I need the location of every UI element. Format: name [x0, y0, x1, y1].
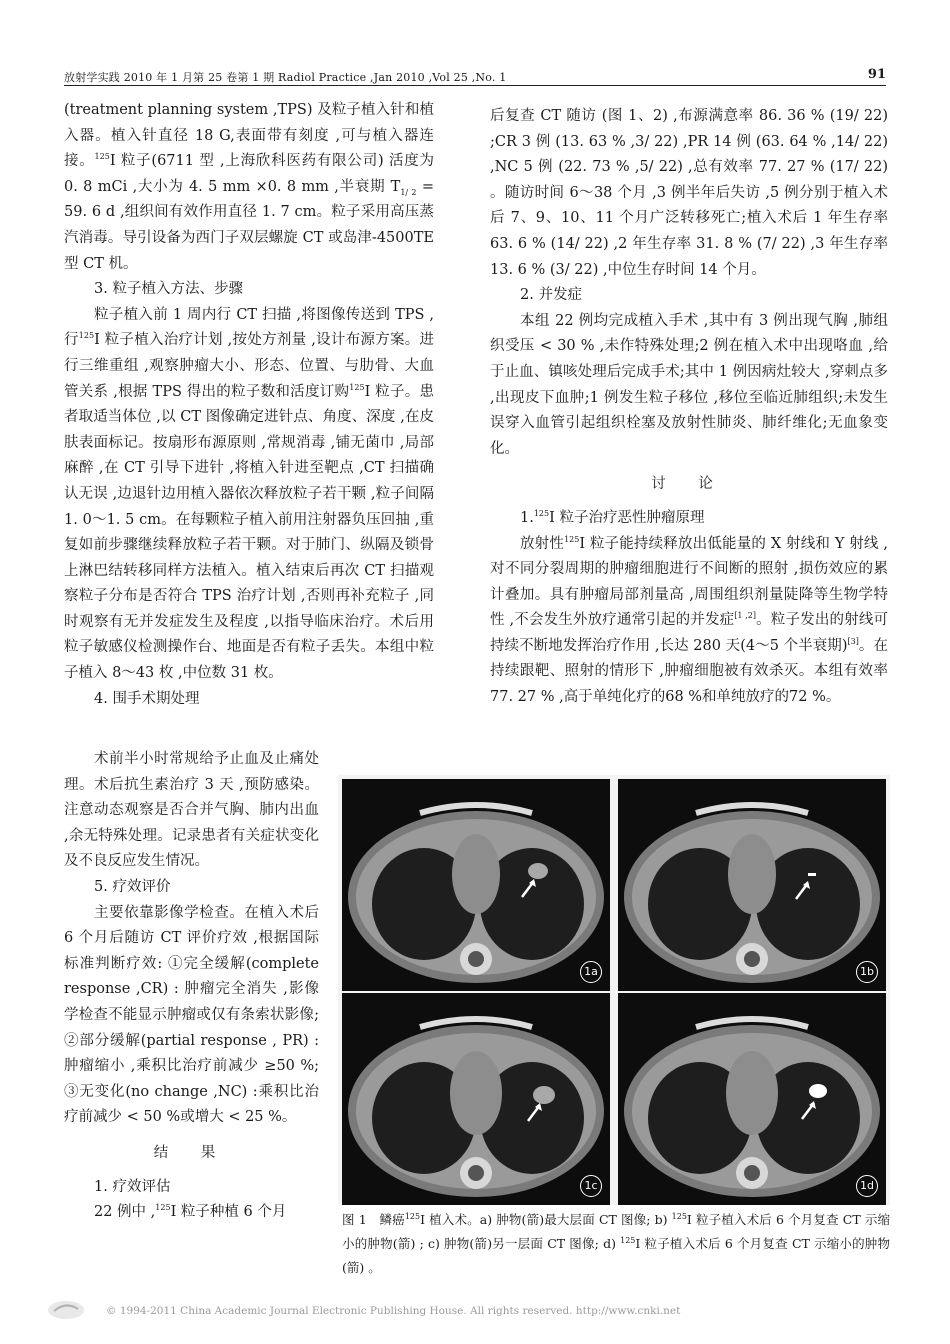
ct-figure [338, 775, 890, 1205]
paragraph: 后复查 CT 随访 (图 1、2) ,布源满意率 86. 36 % (19/ 22) ;CR 3 例 (13. 63 % ,3/ 22) ,PR 14 例 (63. 64 % ,14/ 22) ,NC 5 例 (22. 73 % ,5/ 22) ,总有效率 77. 27 % (17/ 22) 。随访时间 6～38 个月 ,3 例半年后失访 ,5 例分别于植入术后 7、9、10、11 个月广泛转移死亡;植入术后 1 年生存率 63. 6 % (14/ 22) ,2 年生存率 31. 8 % (7/ 22) ,3 年生存率 13. 6 % (3/ 22) ,中位生存时间 14 个月。 [490, 108, 888, 278]
ct-panel-1d [618, 993, 886, 1205]
paragraph: 术前半小时常规给予止血及止痛处理。术后抗生素治疗 3 天 ,预防感染。注意动态观察是否合并气胸、肺内出血 ,余无特殊处理。记录患者有关症状变化及不良反应发生情况。 [64, 751, 319, 870]
running-header [64, 66, 886, 86]
left-column [64, 98, 434, 712]
subsection-heading: 1. 疗效评估 [94, 1178, 171, 1195]
ct-panel-1c [342, 993, 610, 1205]
subsection-heading: 1.$^{125}$I 粒子治疗恶性肿瘤原理 [520, 509, 705, 526]
ct-panel-1b [618, 779, 886, 991]
subsection-heading: 3. 粒子植入方法、步骤 [94, 281, 243, 298]
subsection-heading: 2. 并发症 [520, 287, 582, 304]
ct-panel-1a [342, 779, 610, 991]
paragraph: 本组 22 例均完成植入手术 ,其中有 3 例出现气胸 ,肺组织受压 < 30 % ,未作特殊处理;2 例在植入术中出现咯血 ,给于止血、镇咳处理后完成手术;其中 1 例因病灶较大 ,穿刺点多 ,出现皮下血肿;1 例发生粒子移位 ,移位至临近肺组织;未发生误穿入血管引起组织栓塞及放射性肺炎、肺纤维化;无血象变化。 [490, 312, 888, 457]
paragraph: 粒子植入前 1 周内行 CT 扫描 ,将图像传送到 TPS ,行$^{125}$I 粒子植入治疗计划 ,按处方剂量 ,设计布源方案。进行三维重组 ,观察肿瘤大小、形态、位置、与肋骨、大血管关系 ,根据 TPS 得出的粒子数和活度订购$^{125}$I 粒子。患者取适当体位 ,以 CT 图像确定进针点、角度、深度 ,在皮肤表面标记。按扇形布源原则 ,常规消毒 ,铺无菌巾 ,局部麻醉 ,在 CT 引导下进针 ,将植入针进至靶点 ,CT 扫描确认无误 ,边退针边用植入器依次释放粒子若干颗 ,粒子间隔 1. 0～1. 5 cm。在每颗粒子植入前用注射器负压回抽 ,重复如前步骤继续释放粒子若干颗。对于肺门、纵隔及锁骨上淋巴结转移同样方法植入。植入结束后再次 CT 扫描观察粒子分布是否符合 TPS 治疗计划 ,否则再补充粒子 ,同时观察有无并发症发生及程度 ,以指导临床治疗。术后用粒子敏感仪检测操作台、地面是否有粒子丢失。本组中粒子植入 8～43 枚 ,中位数 31 枚。 [64, 306, 435, 682]
paragraph: 放射性$^{125}$I 粒子能持续释放出低能量的 X 射线和 Y 射线 ,对不同分裂周期的肿瘤细胞进行不间断的照射 ,损伤效应的累计叠加。具有肿瘤局部剂量高 ,周围组织剂量陡降等生物学特性 ,不会发生外放疗通常引起的并发症[1 ,2]。粒子发出的射线可持续不断地发挥治疗作用 ,长达 280 天(4～5 个半衰期)[3]。在持续跟靶、照射的情形下 ,肿瘤细胞被有效杀灭。本组有效率 77. 27 % ,高于单纯化疗的68 %和单纯放疗的72 %。 [490, 534, 888, 706]
subsection-heading: 4. 围手术期处理 [94, 690, 200, 707]
paragraph: (treatment planning system ,TPS) 及粒子植入针和植入器。植入针直径 18 G,表面带有刻度 ,可与植入器连接。$^{125}$I 粒子(6711 型 ,上海欣科医药有限公司) 活度为 0. 8 mCi ,大小为 4. 5 mm ×0. 8 mm ,半衰期 $T_{1/ 2} = 59$. 6 d ,组织间有效作用直径 1. 7 cm。粒子采用高压蒸汽消毒。导引设备为西门子双层螺旋 CT 或岛津-4500TE 型 CT 机。 [64, 102, 434, 272]
section-heading-results: 结 果 [153, 1144, 230, 1161]
ct-scan-image [618, 779, 886, 991]
panel-label: 1d [856, 1175, 878, 1197]
journal-citation: 放射学实践 2010 年 1 月第 25 卷第 1 期 Radiol Practice ,Jan 2010 ,Vol 25 ,No. 1 [64, 71, 507, 84]
copyright-notice: © 1994-2011 China Academic Journal Electronic Publishing House. All rights reserved. http://www.cnki.net [106, 1305, 681, 1317]
panel-label: 1c [580, 1175, 602, 1197]
ct-scan-image [342, 779, 610, 991]
paragraph: 22 例中 ,$^{125}$I 粒子种植 6 个月 [94, 1203, 287, 1221]
page-number: 91 [867, 67, 886, 82]
panel-label: 1b [856, 961, 878, 983]
page-footer [0, 1296, 950, 1326]
panel-label: 1a [580, 961, 602, 983]
ct-scan-image [342, 993, 610, 1205]
paragraph: 主要依靠影像学检查。在植入术后 6 个月后随访 CT 评价疗效 ,根据国际标准判断疗效: ①完全缓解(complete response ,CR) : 肿瘤完全消失 ,影像学检查不能显示肿瘤或仅有条索状影像; ②部分缓解(partial response , PR) : 肿瘤缩小 ,乘积比治疗前减少 ≥50 %; ③无变化(no change ,NC) :乘积比治疗前减少 < 50 %或增大 < 25 %。 [64, 904, 319, 1126]
figure-caption: 图 1 鳞癌$^{125}$I 植入术。a) 肿物(箭)最大层面 CT 图像; b) $^{125}$I 粒子植入术后 6 个月复查 CT 示缩小的肿物(箭) ; c) 肿物(箭)另一层面 CT 图像; d) $^{125}$I 粒子植入术后 6 个月复查 CT 示缩小的肿物(箭) 。 [342, 1211, 890, 1275]
ct-scan-image [618, 993, 886, 1205]
section-heading-discussion: 讨 论 [651, 476, 727, 493]
left-column-narrow [64, 747, 319, 1226]
right-column [490, 104, 888, 711]
cnki-logo-icon [46, 1299, 86, 1321]
subsection-heading: 5. 疗效评价 [94, 878, 171, 895]
